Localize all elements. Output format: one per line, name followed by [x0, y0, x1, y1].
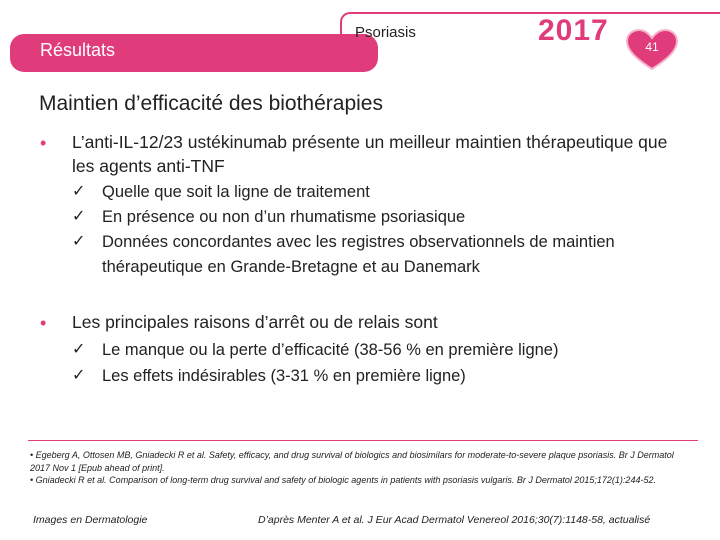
check-mark-icon: ✓: [72, 208, 86, 225]
bullet-dot-icon: •: [40, 313, 47, 333]
sub-item-1-3: Données concordantes avec les registres observationnels de maintien thérapeutique en Grande-Bretagne et au Danemark: [102, 233, 615, 276]
references: [30, 449, 695, 487]
bullet-text-2: Les principales raisons d’arrêt ou de relais sont: [72, 312, 438, 332]
reference-2: • Gniadecki R et al. Comparison of long-term drug survival and safety of biologic agents in patients with psoriasis vulgaris. Br J Dermatol 2015;172(1):244-52.: [30, 475, 656, 485]
page-title: Maintien d’efficacité des biothérapies: [39, 92, 383, 115]
sub-item-2-2: Les effets indésirables (3-31 % en première ligne): [102, 367, 466, 385]
bullet-text-1: L’anti-IL-12/23 ustékinumab présente un meilleur maintien thérapeutique que les agents anti-TNF: [72, 132, 668, 176]
check-mark-icon: ✓: [72, 183, 86, 200]
sub-item-1-1: Quelle que soit la ligne de traitement: [102, 183, 370, 201]
reference-1: • Egeberg A, Ottosen MB, Gniadecki R et al. Safety, efficacy, and drug survival of biologics and biosimilars for moderate-to-severe plaque psoriasis. Br J Dermatol 2017 Nov 1 [Epub ahead of print].: [30, 450, 674, 473]
bullet-dot-icon: •: [40, 133, 47, 153]
reference-divider: [28, 440, 698, 441]
check-mark-icon: ✓: [72, 341, 86, 358]
check-mark-icon: ✓: [72, 233, 86, 250]
sub-item-2-1: Le manque ou la perte d’efficacité (38-56 % en première ligne): [102, 341, 559, 359]
page-number: 41: [645, 40, 659, 54]
footer-citation: D’après Menter A et al. J Eur Acad Dermatol Venereol 2016;30(7):1148-58, actualisé: [258, 514, 651, 526]
year-label: 2017: [538, 14, 609, 47]
check-mark-icon: ✓: [72, 367, 86, 384]
footer-source-left: Images en Dermatologie: [33, 514, 148, 526]
sub-item-1-2: En présence ou non d’un rhumatisme psoriasique: [102, 208, 466, 226]
topic-label: Psoriasis: [355, 24, 416, 41]
section-label: Résultats: [40, 40, 116, 60]
